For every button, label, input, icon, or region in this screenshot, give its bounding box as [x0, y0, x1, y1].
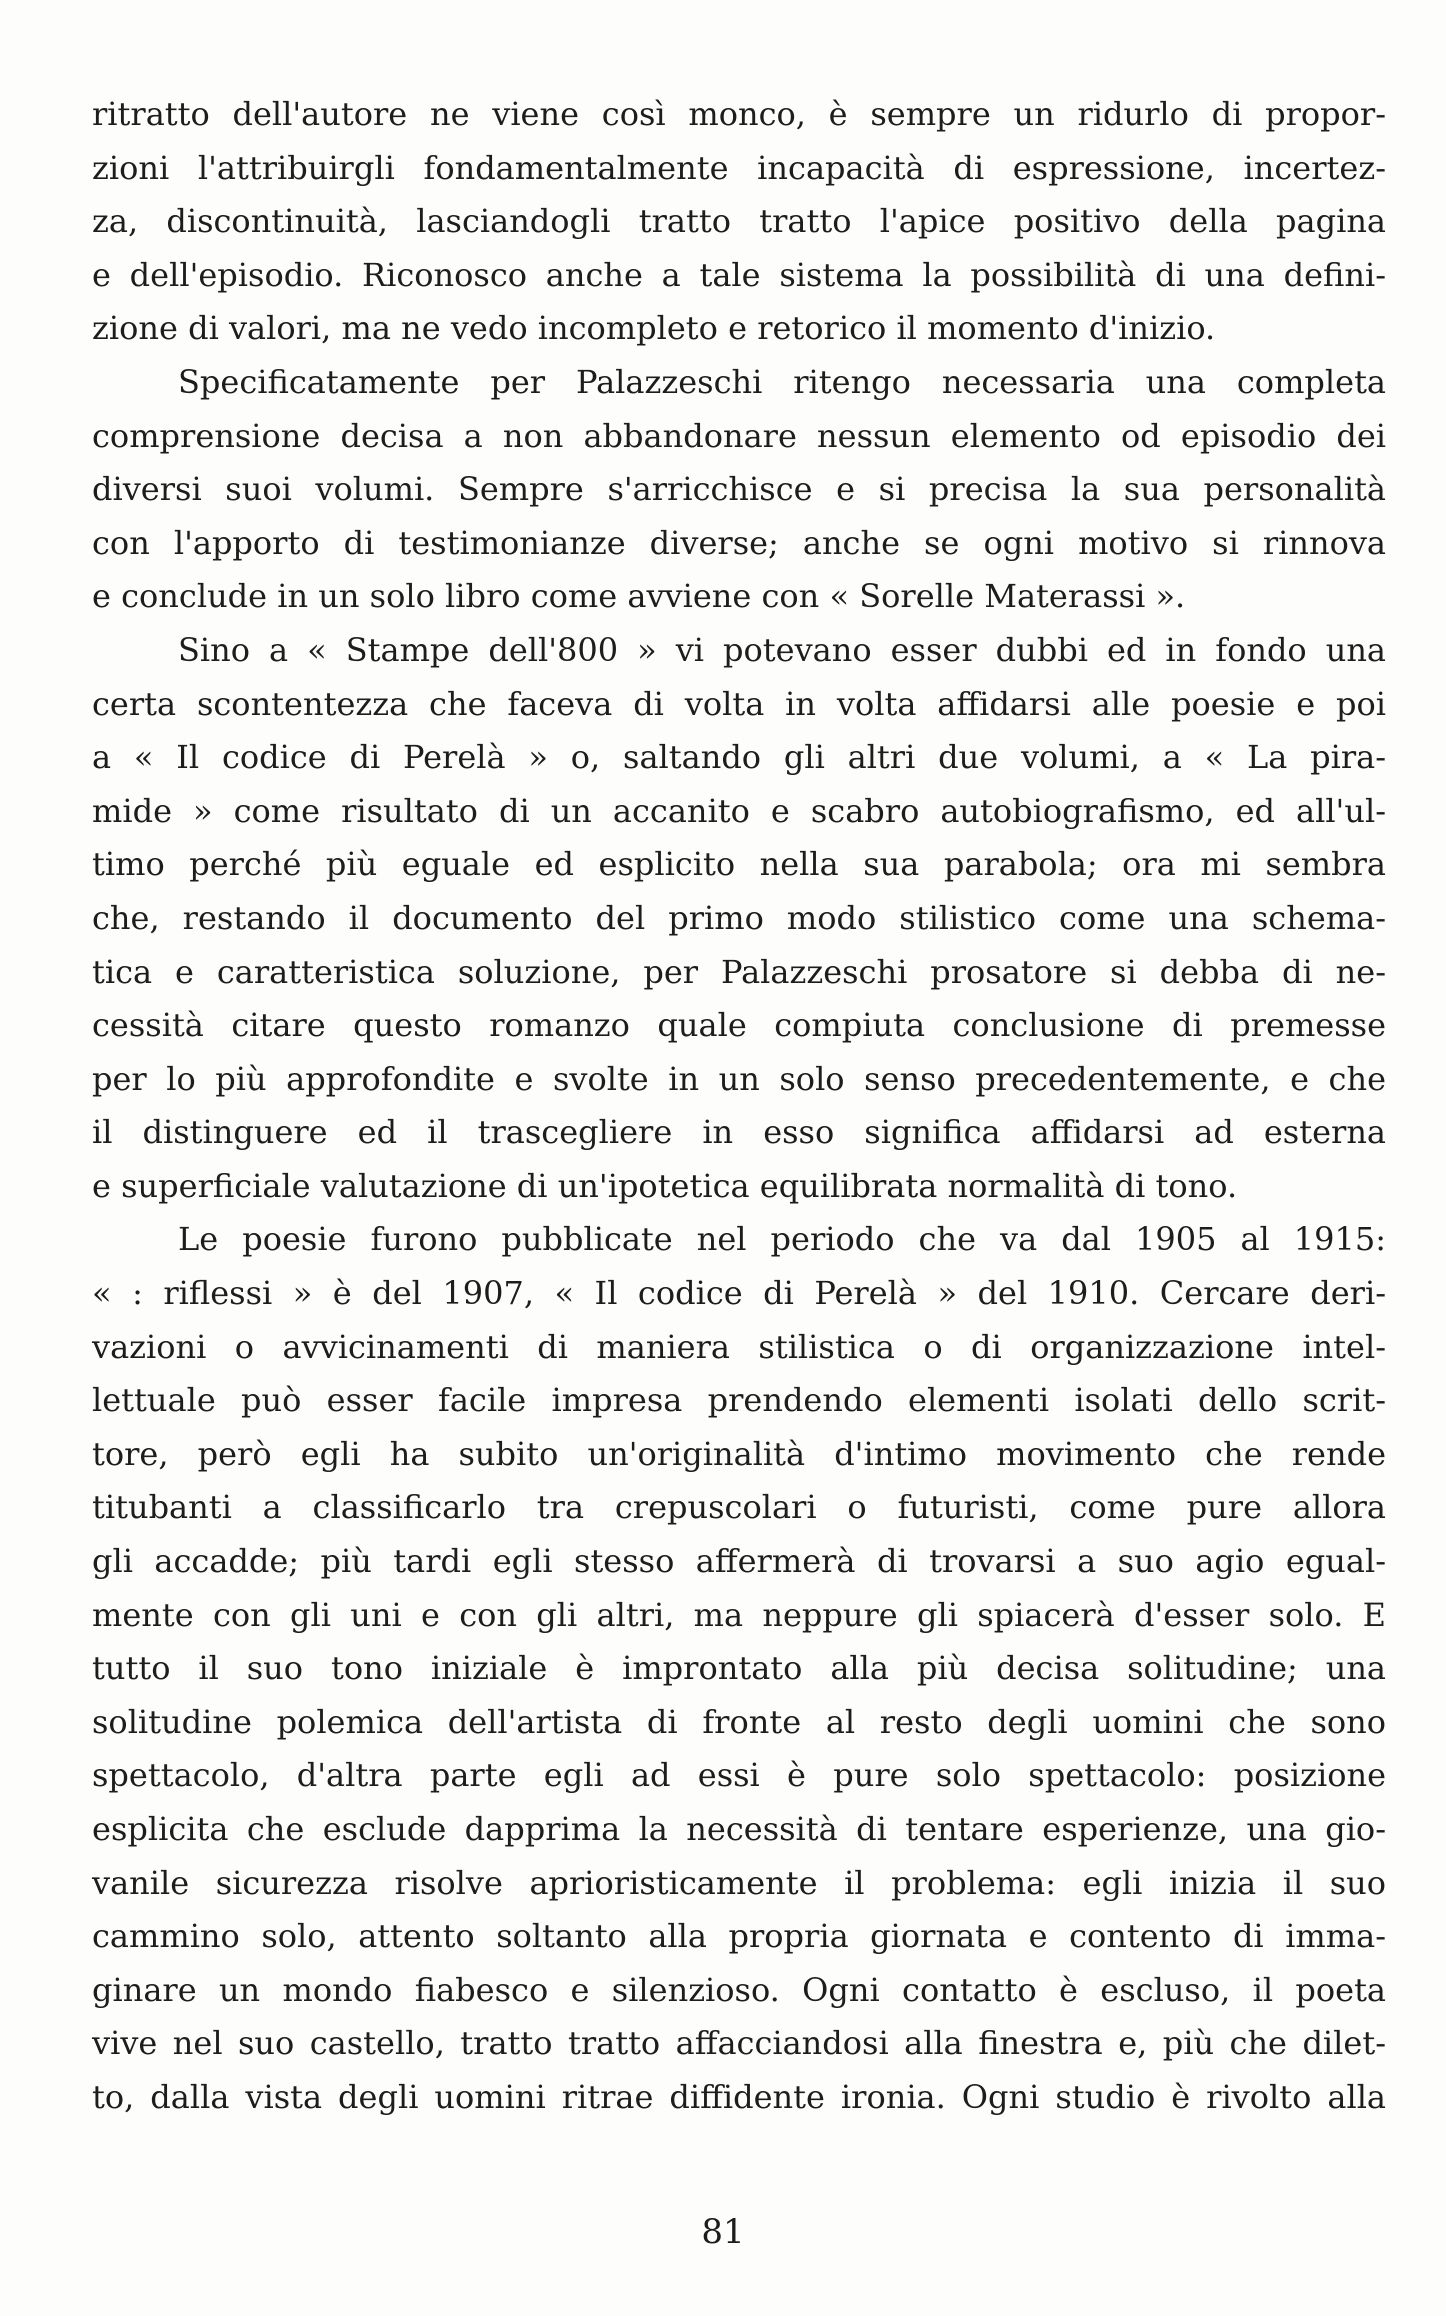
text-line: per lo più approfondite e svolte in un solo senso precedentemente, e che — [92, 1059, 1386, 1098]
text-line: comprensione decisa a non abbandonare nessun elemento od episodio dei — [92, 416, 1386, 455]
body-text — [92, 88, 1386, 2125]
text-line: e superficiale valutazione di un'ipotetica equilibrata normalità di tono. — [92, 1166, 1238, 1205]
text-line: cammino solo, attento soltanto alla propria giornata e contento di imma- — [92, 1917, 1386, 1956]
text-line: mide » come risultato di un accanito e scabro autobiografismo, ed all'ul- — [92, 791, 1386, 830]
text-line: Le poesie furono pubblicate nel periodo che va dal 1905 al 1915: — [178, 1220, 1386, 1259]
text-line: cessità citare questo romanzo quale compiuta conclusione di premesse — [92, 1006, 1386, 1045]
text-line: titubanti a classificarlo tra crepuscolari o futuristi, come pure allora — [92, 1488, 1386, 1527]
text-line: zione di valori, ma ne vedo incompleto e retorico il momento d'inizio. — [92, 309, 1216, 348]
text-line: spettacolo, d'altra parte egli ad essi è pure solo spettacolo: posizione — [92, 1756, 1386, 1795]
text-line: diversi suoi volumi. Sempre s'arricchisce e si precisa la sua personalità — [92, 470, 1386, 509]
text-line: lettuale può esser facile impresa prendendo elementi isolati dello scrit- — [92, 1381, 1386, 1420]
text-line: solitudine polemica dell'artista di fronte al resto degli uomini che sono — [92, 1702, 1386, 1741]
text-line: il distinguere ed il trascegliere in esso significa affidarsi ad esterna — [92, 1113, 1386, 1152]
text-line: vive nel suo castello, tratto tratto affacciandosi alla finestra e, più che dilet- — [92, 2024, 1386, 2063]
text-line: « : riflessi » è del 1907, « Il codice di Perelà » del 1910. Cercare deri- — [92, 1274, 1386, 1313]
text-line: e dell'episodio. Riconosco anche a tale sistema la possibilità di una defini- — [92, 255, 1386, 294]
text-line: vazioni o avvicinamenti di maniera stilistica o di organizzazione intel- — [92, 1327, 1386, 1366]
text-line: con l'apporto di testimonianze diverse; anche se ogni motivo si rinnova — [92, 523, 1386, 562]
text-line: to, dalla vista degli uomini ritrae diffidente ironia. Ogni studio è rivolto alla — [92, 2077, 1386, 2116]
text-line: mente con gli uni e con gli altri, ma neppure gli spiacerà d'esser solo. E — [92, 1595, 1386, 1634]
text-line: a « Il codice di Perelà » o, saltando gli altri due volumi, a « La pira- — [92, 738, 1386, 777]
text-line: timo perché più eguale ed esplicito nella sua parabola; ora mi sembra — [92, 845, 1386, 884]
text-line: zioni l'attribuirgli fondamentalmente incapacità di espressione, incertez- — [92, 148, 1386, 187]
page-number: 81 — [701, 2212, 745, 2252]
text-line: Sino a « Stampe dell'800 » vi potevano esser dubbi ed in fondo una — [178, 630, 1386, 669]
text-line: esplicita che esclude dapprima la necessità di tentare esperienze, una gio- — [92, 1810, 1386, 1848]
text-line: za, discontinuità, lasciandogli tratto tratto l'apice positivo della pagina — [92, 202, 1386, 241]
text-line: tore, però egli ha subito un'originalità d'intimo movimento che rende — [92, 1434, 1386, 1473]
text-line: e conclude in un solo libro come avviene con « Sorelle Materassi ». — [92, 577, 1186, 616]
text-line: certa scontentezza che faceva di volta in volta affidarsi alle poesie e poi — [92, 684, 1386, 723]
text-line: tutto il suo tono iniziale è improntato alla più decisa solitudine; una — [92, 1649, 1386, 1688]
text-line: ritratto dell'autore ne viene così monco, è sempre un ridurlo di propor- — [92, 95, 1386, 133]
text-line: Specificatamente per Palazzeschi ritengo necessaria una completa — [178, 362, 1386, 401]
text-line: che, restando il documento del primo modo stilistico come una schema- — [92, 898, 1386, 937]
text-line: gli accadde; più tardi egli stesso affermerà di trovarsi a suo agio egual- — [92, 1542, 1386, 1581]
text-line: vanile sicurezza risolve aprioristicamente il problema: egli inizia il suo — [92, 1863, 1386, 1902]
text-line: tica e caratteristica soluzione, per Palazzeschi prosatore si debba di ne- — [92, 952, 1386, 991]
text-line: ginare un mondo fiabesco e silenzioso. Ogni contatto è escluso, il poeta — [92, 1970, 1386, 2009]
